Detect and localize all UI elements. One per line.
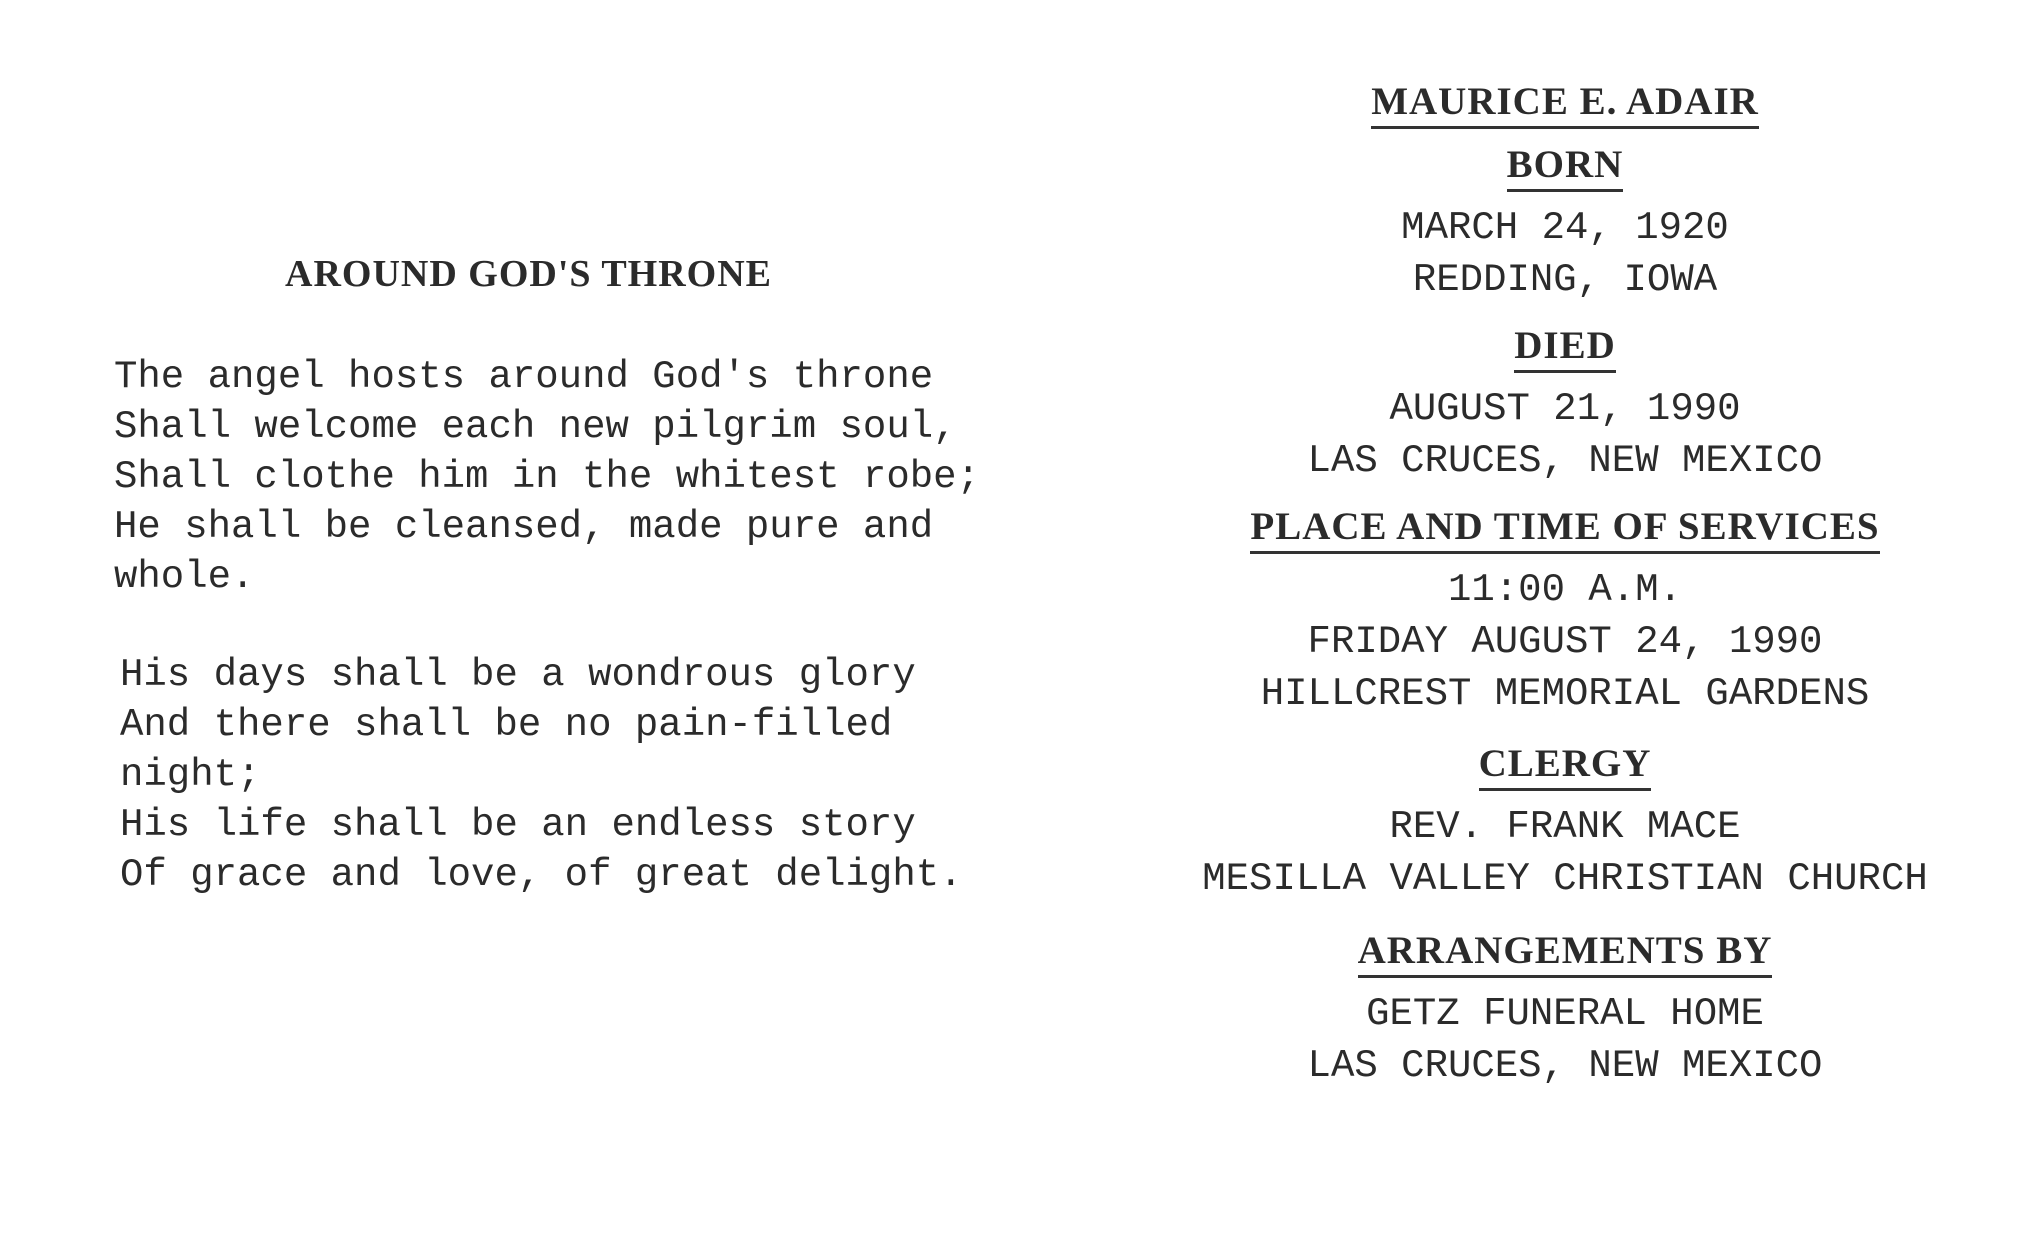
poem-title: AROUND GOD'S THRONE	[285, 253, 773, 295]
services-heading: PLACE AND TIME OF SERVICES	[1250, 505, 1879, 554]
name-block	[1140, 80, 1990, 129]
clergy-name: REV. FRANK MACE	[1389, 805, 1741, 849]
poem-line: The angel hosts around God's throne	[114, 355, 934, 399]
poem-line: His days shall be a wondrous glory	[120, 653, 916, 697]
died-place: LAS CRUCES, NEW MEXICO	[1307, 439, 1823, 483]
services-place: HILLCREST MEMORIAL GARDENS	[1260, 672, 1870, 716]
poem-line: Shall clothe him in the whitest robe;	[114, 455, 980, 499]
arrangements-block	[1140, 929, 1990, 1092]
services-time: 11:00 A.M.	[1447, 568, 1683, 612]
deceased-name: MAURICE E. ADAIR	[1371, 80, 1759, 129]
services-block	[1140, 505, 1990, 720]
poem-line: His life shall be an endless story	[120, 803, 916, 847]
clergy-church: MESILLA VALLEY CHRISTIAN CHURCH	[1202, 857, 1928, 901]
poem-stanza-1	[114, 352, 980, 602]
poem-stanza-2	[120, 650, 980, 900]
services-date: FRIDAY AUGUST 24, 1990	[1307, 620, 1823, 664]
died-heading: DIED	[1514, 324, 1616, 373]
poem-line: And there shall be no pain-filled	[120, 703, 893, 747]
memorial-details	[1140, 80, 1990, 1092]
died-block	[1140, 324, 1990, 487]
arrangements-heading: ARRANGEMENTS BY	[1358, 929, 1773, 978]
born-place: REDDING, IOWA	[1412, 258, 1718, 302]
clergy-heading: CLERGY	[1479, 742, 1652, 791]
died-date: AUGUST 21, 1990	[1389, 387, 1741, 431]
poem-line: Shall welcome each new pilgrim soul,	[114, 405, 957, 449]
poem-line: night;	[120, 753, 261, 797]
poem-line: He shall be cleansed, made pure and	[114, 505, 934, 549]
born-date: MARCH 24, 1920	[1401, 206, 1729, 250]
arrangements-place: LAS CRUCES, NEW MEXICO	[1307, 1044, 1823, 1088]
poem-body	[114, 352, 980, 948]
born-block	[1140, 143, 1990, 306]
born-heading: BORN	[1507, 143, 1624, 192]
clergy-block	[1140, 742, 1990, 905]
poem-line: whole.	[114, 555, 255, 599]
arrangements-home: GETZ FUNERAL HOME	[1366, 992, 1764, 1036]
poem-line: Of grace and love, of great delight.	[120, 853, 963, 897]
